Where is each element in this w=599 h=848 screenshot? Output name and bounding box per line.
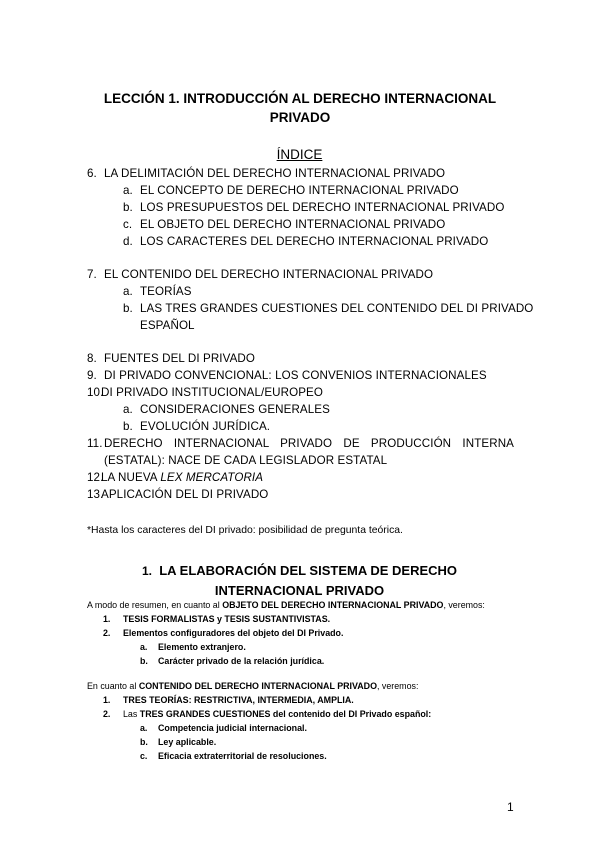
toc-subitem-7b-continuation (87, 317, 514, 334)
toc-number: 12. (87, 471, 104, 484)
summary-content-item-2c (87, 749, 527, 763)
toc-text-italic: LEX MERCATORIA (160, 471, 264, 484)
lesson-title (60, 89, 540, 127)
toc-text: CONSIDERACIONES GENERALES (140, 403, 330, 416)
toc-subitem-6a (87, 182, 514, 199)
summary-content-item-2a (87, 721, 527, 735)
section-title-line1: LA ELABORACIÓN DEL SISTEMA DE DERECHO (159, 563, 458, 578)
toc-number: 11. (87, 437, 103, 450)
spacer (87, 668, 527, 679)
toc-subitem-7b (87, 300, 534, 317)
intro-bold: CONTENIDO DEL DERECHO INTERNACIONAL PRIVADO (138, 681, 377, 691)
toc-subitem-6d (87, 233, 514, 250)
section-number: 1. (141, 564, 152, 578)
list-text: Competencia judicial internacional. (158, 723, 307, 733)
toc-text: DI PRIVADO CONVENCIONAL: LOS CONVENIOS INTERNACIONALES (104, 369, 487, 382)
list-text: Elementos configuradores del objeto del DI Privado. (123, 628, 344, 638)
summary-block (87, 598, 527, 763)
toc-text: DERECHO INTERNACIONAL PRIVADO DE PRODUCCIÓN INTERNA (104, 437, 514, 450)
toc-text: ESPAÑOL (140, 319, 195, 332)
toc-subitem-6b (87, 199, 514, 216)
lesson-title-line2: PRIVADO (269, 110, 331, 125)
table-of-contents (87, 165, 534, 503)
intro-text: A modo de resumen, en cuanto al (87, 600, 223, 610)
list-letter: c. (140, 751, 148, 761)
page-number: 1 (507, 800, 514, 814)
toc-subitem-10b (87, 418, 514, 435)
list-text-bold: TRES GRANDES CUESTIONES del contenido del DI Privado español: (139, 709, 432, 719)
toc-number: 8. (87, 352, 97, 365)
toc-letter: b. (123, 201, 133, 214)
toc-text: EL CONCEPTO DE DERECHO INTERNACIONAL PRIVADO (140, 184, 459, 197)
list-number: 2. (103, 709, 111, 719)
summary-object-item-1 (87, 612, 527, 626)
list-text: Carácter privado de la relación jurídica. (158, 656, 325, 666)
list-letter: a. (140, 642, 148, 652)
section-heading (0, 561, 599, 600)
toc-subitem-6c (87, 216, 514, 233)
intro-text: , veremos: (376, 681, 419, 691)
toc-text: FUENTES DEL DI PRIVADO (104, 352, 256, 365)
summary-object-item-2a (87, 640, 527, 654)
summary-object-item-2b (87, 654, 527, 668)
summary-intro-object (87, 598, 527, 612)
toc-text: LA DELIMITACIÓN DEL DERECHO INTERNACIONAL PRIVADO (104, 167, 446, 180)
toc-text: EL CONTENIDO DEL DERECHO INTERNACIONAL PRIVADO (104, 268, 434, 281)
toc-letter: a. (123, 403, 133, 416)
toc-number: 6. (87, 167, 97, 180)
toc-text: DI PRIVADO INSTITUCIONAL/EUROPEO (101, 386, 324, 399)
toc-item-9 (87, 367, 514, 384)
list-text (123, 707, 431, 721)
list-text-prefix: Las (123, 709, 140, 719)
toc-text: EVOLUCIÓN JURÍDICA. (140, 420, 271, 433)
toc-item-11 (87, 435, 514, 452)
toc-text: LOS CARACTERES DEL DERECHO INTERNACIONAL PRIVADO (140, 235, 489, 248)
toc-number: 10. (87, 386, 104, 399)
list-text: TESIS FORMALISTAS y TESIS SUSTANTIVISTAS. (123, 614, 331, 624)
toc-item-10 (87, 384, 514, 401)
toc-item-6 (87, 165, 514, 182)
toc-text-prefix: LA NUEVA (101, 471, 161, 484)
list-letter: a. (140, 723, 148, 733)
toc-letter: c. (123, 218, 133, 231)
list-text: Ley aplicable. (158, 737, 217, 747)
list-text: TRES TEORÍAS: RESTRICTIVA, INTERMEDIA, AMPLIA. (123, 695, 354, 705)
list-number: 2. (103, 628, 111, 638)
list-letter: b. (140, 656, 148, 666)
intro-text: En cuanto al (87, 681, 139, 691)
spacer (87, 334, 514, 350)
section-title-line2: INTERNACIONAL PRIVADO (214, 583, 385, 598)
list-number: 1. (103, 695, 111, 705)
lesson-title-line1: LECCIÓN 1. INTRODUCCIÓN AL DERECHO INTERNACIONAL (103, 91, 497, 106)
toc-text: APLICACIÓN DEL DI PRIVADO (101, 488, 269, 501)
list-number: 1. (103, 614, 111, 624)
toc-text: (ESTATAL): NACE DE CADA LEGISLADOR ESTATAL (104, 454, 388, 467)
index-heading: ÍNDICE (276, 147, 323, 162)
list-text: Elemento extranjero. (158, 642, 246, 652)
toc-letter: a. (123, 184, 133, 197)
toc-text: TEORÍAS (140, 285, 192, 298)
toc-number: 13. (87, 488, 104, 501)
toc-letter: a. (123, 285, 133, 298)
summary-intro-content (87, 679, 527, 693)
toc-text: LAS TRES GRANDES CUESTIONES DEL CONTENIDO DEL DI PRIVADO (140, 302, 534, 315)
list-text: Eficacia extraterritorial de resoluciones. (158, 751, 327, 761)
toc-letter: b. (123, 420, 133, 433)
toc-text: EL OBJETO DEL DERECHO INTERNACIONAL PRIVADO (140, 218, 446, 231)
summary-object-item-2 (87, 626, 527, 640)
footnote: *Hasta los caracteres del DI privado: posibilidad de pregunta teórica. (87, 525, 403, 536)
toc-letter: d. (123, 235, 133, 248)
toc-number: 7. (87, 268, 97, 281)
toc-text (101, 469, 263, 486)
spacer (87, 250, 514, 266)
summary-content-item-2b (87, 735, 527, 749)
summary-content-item-1 (87, 693, 527, 707)
toc-item-12 (87, 469, 514, 486)
toc-item-8 (87, 350, 514, 367)
toc-item-11-continuation (87, 452, 514, 469)
toc-item-13 (87, 486, 514, 503)
toc-letter: b. (123, 302, 133, 315)
toc-text: LOS PRESUPUESTOS DEL DERECHO INTERNACIONAL PRIVADO (140, 201, 505, 214)
toc-item-7 (87, 266, 514, 283)
toc-subitem-7a (87, 283, 514, 300)
toc-subitem-10a (87, 401, 514, 418)
intro-text: , veremos: (443, 600, 485, 610)
summary-content-item-2 (87, 707, 527, 721)
intro-bold: OBJETO DEL DERECHO INTERNACIONAL PRIVADO (222, 600, 444, 610)
list-letter: b. (140, 737, 148, 747)
toc-number: 9. (87, 369, 97, 382)
